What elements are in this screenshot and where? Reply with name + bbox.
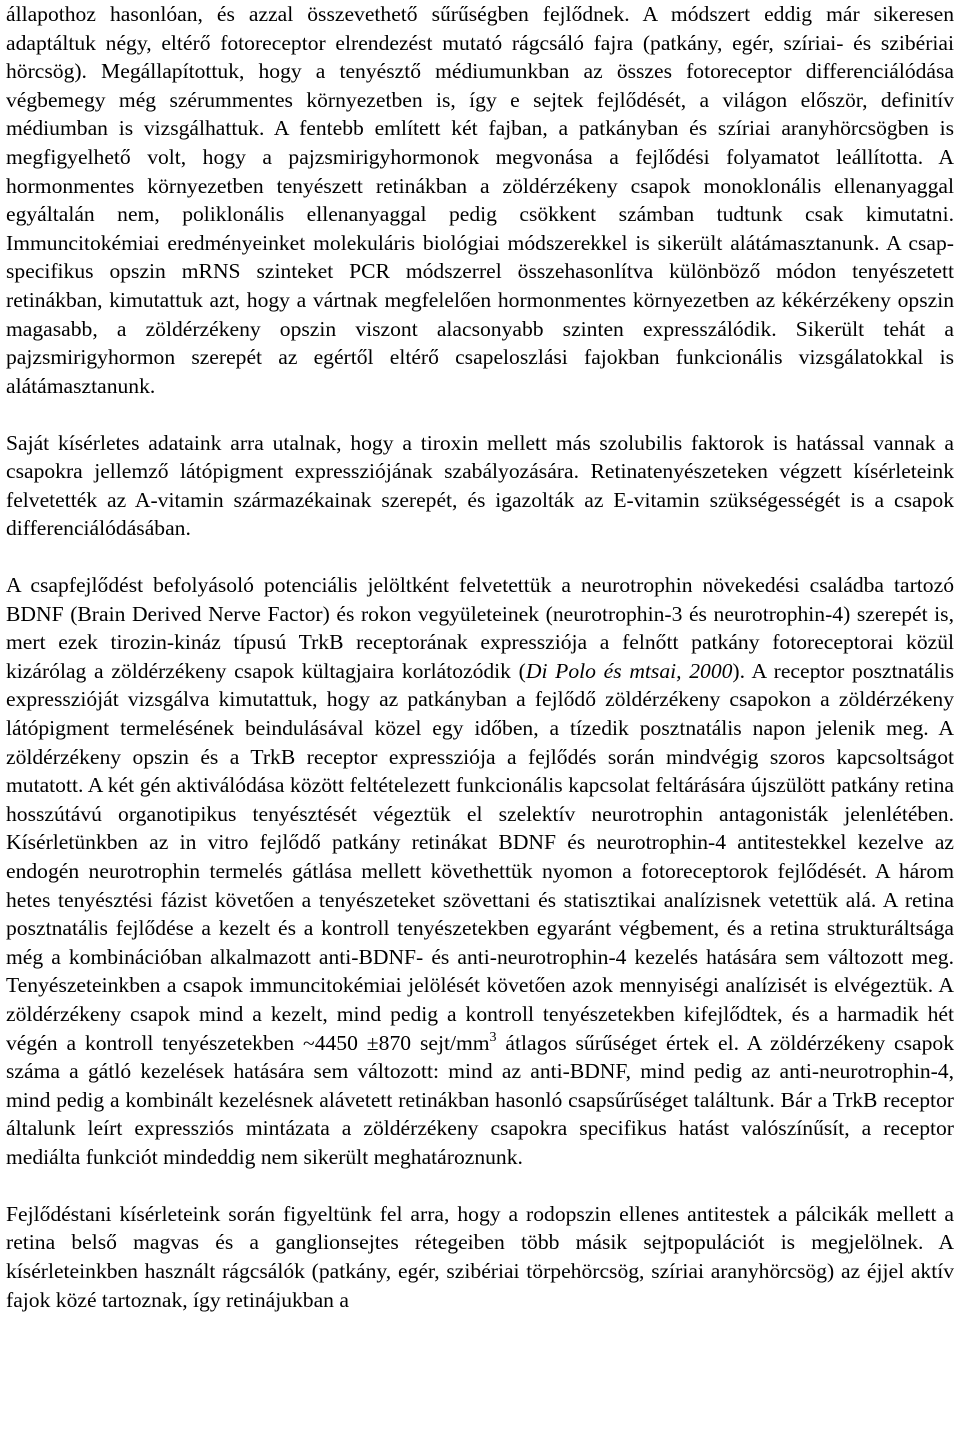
paragraph-soluble-factors: Saját kísérletes adataink arra utalnak, hogy a tiroxin mellett más szolubilis faktorok is hatással vannak a csapokra jellemző látópigment expressziójának szabályozására. Retinatenyészeteken végzett kísérleteink felvetették az A-vitamin származékainak szerepét, és igazolták az E-vitamin szükségességét is a csapok differenciálódásában. <box>6 430 954 541</box>
paragraph-rhodopsin-antibodies: Fejlődéstani kísérleteink során figyeltünk fel arra, hogy a rodopszin ellenes antitestek a pálcikák mellett a retina belső magvas és a ganglionsejtes rétegeiben több másik sejtpopulációt is megjelölnek. A kísérleteinkben használt rágcsálók (patkány, egér, szibériai törpehörcsög, szíriai aranyhörcsög) az éjjel aktív fajok közé tartoznak, így retinájukban a <box>6 1201 954 1312</box>
superscript-exponent: 3 <box>489 1029 497 1045</box>
citation: Di Polo és mtsai, 2000 <box>525 658 733 683</box>
paragraph-text-segment: ). A receptor posztnatális expresszióját vizsgálva kimutattuk, hogy az patkányban a fejlődő zöldérzékeny csapokon a zöldérzékeny látópigment termelésének beindulásával közel egy időben, a tízedik posztnatális napon jelenik meg. A zöldérzékeny opszin és a TrkB receptor expressziója a fejlődés során mindvégig szoros kapcsoltságot mutatott. A két gén aktiválódása között feltételezett funkcionális kapcsolat feltárására újszülött patkány retina hosszútávú organotipikus tenyésztését végeztük el szelektív neurotrophin antagonisták jelenlétében. Kísérletünkben az in vitro fejlődő patkány retinákat BDNF és neurotrophin-4 antitestekkel kezelve az endogén neurotrophin termelés gátlása mellett követhettük nyomon a fotoreceptorok fejlődését. A három hetes tenyésztési fázist követően a tenyészeteket szövettani és statisztikai analízisnek vetettük alá. A retina posztnatális fejlődése a kezelt és a kontroll tenyészetekben egyaránt végbement, és a retina strukturáltsága még a kombinációban alkalmazott anti-BDNF- és anti-neurotrophin-4 kezelés hatására sem változott meg. Tenyészeteinkben a csapok immuncitokémiai jelölését követően azok mennyiségi analízisét is elvégeztük. A zöldérzékeny csapok mind a kezelt, mind pedig a kontroll tenyészetekben kifejlődtek, és a harmadik hét végén a kontroll tenyészetekben ~4450 ±870 sejt/mm <box>6 658 955 1055</box>
paragraph-photoreceptor-culture: állapothoz hasonlóan, és azzal összevethető sűrűségben fejlődnek. A módszert eddig már sikeresen adaptáltuk négy, eltérő fotoreceptor elrendezést mutató rágcsáló fajra (patkány, egér, szíriai- és szibériai hörcsög). Megállapítottuk, hogy a tenyésztő médiumunkban az összes fotoreceptor differenciálódása végbemegy még szérummentes környezetben is, így e sejtek fejlődését, a világon először, definitív médiumban is vizsgálhattuk. A fentebb említett két fajban, a patkányban és szíriai aranyhörcsögben is megfigyelhető volt, hogy a pajzsmirigyhormonok megvonása a fejlődési folyamatot leállította. A hormonmentes környezetben tenyészett retinákban a zöldérzékeny csapok monoklonális ellenanyaggal egyáltalán nem, poliklonális ellenanyaggal pedig csökkent számban tudtunk csak kimutatni. Immuncitokémiai eredményeinket molekuláris biológiai módszerekkel is sikerült alátámasztanunk. A csap-specifikus opszin mRNS szinteket PCR módszerrel összehasonlítva különböző módon tenyészetett retinákban, kimutattuk azt, hogy a vártnak megfelelően hormonmentes környezetben az kékérzékeny opszin magasabb, a zöldérzékeny opszin viszont alacsonyabb szinten expresszálódik. Sikerült tehát a pajzsmirigyhormon szerepét az egértől eltérő csapeloszlási fajokban funkcionális vizsgálatokkal is alátámasztanunk. <box>6 2 954 398</box>
paragraph-text-segment: A csapfejlődést befolyásoló potenciális jelöltként felvetettük a neurotrophin növekedési családba tartozó BDNF (Brain Derived Nerve Factor) és rokon vegyületeinek (neurotrophin-3 és neurotrophin-4) szerepét is, mert ezek tirozin-kináz típusú TrkB receptorának expressziója a felnőtt patkány fotoreceptorai közül kizárólag a zöldérzékeny csapok kültagjaira korlátozódik ( <box>6 573 954 683</box>
paragraph-bdnf-trkb <box>6 571 954 1171</box>
paragraph-text-segment: átlagos sűrűséget értek el. A zöldérzékeny csapok száma a gátló kezelések hatására sem változott: mind az anti-BDNF, mind pedig az anti-neurotrophin-4, mind pedig a kombinált kezelésnek alávetett retinákban hasonló csapsűrűséget találtunk. Bár a TrkB receptor általunk leírt expressziós mintázata a zöldérzékeny csapokra specifikus hatást valószínűsít, a receptor mediálta funkciót mindeddig nem sikerült meghatároznunk. <box>6 1030 954 1169</box>
